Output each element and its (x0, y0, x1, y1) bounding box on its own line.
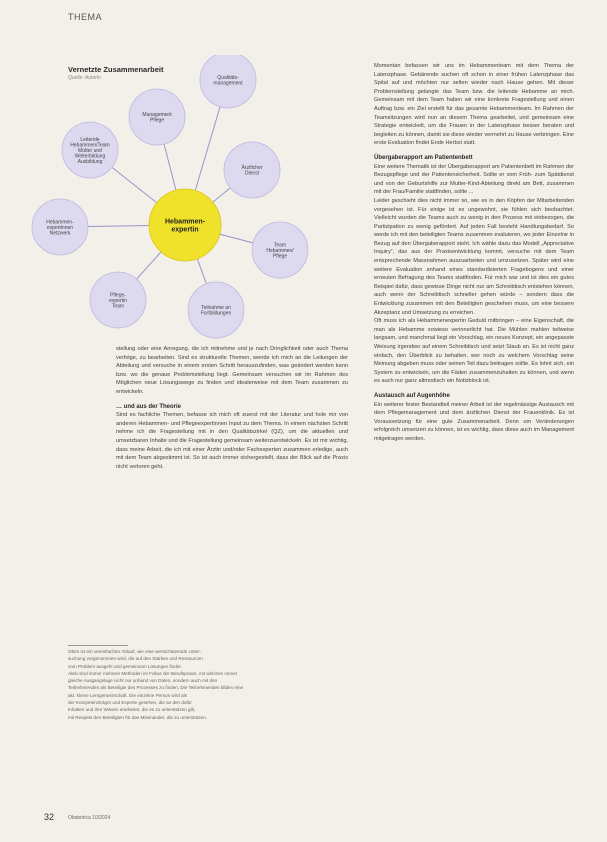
figure-credit: Quelle: Autorin (68, 75, 101, 81)
left-subhead: … und aus der Theorie (116, 403, 182, 410)
center-label: Hebammen-expertin (164, 218, 206, 234)
left-paragraph-1: stellung oder eine Anregung, die ich mitnehme und je nach Dringlichkeit oder auch Thema verfolge, zu bearbeiten. Sind es strukturelle Themen, wende ich mich an die Leitungen der Abteilung und versuche in einem ersten Schritt herauszufinden, was geändert werden kann bzw. wo die genaue Problemstellung liegt. Gemeinsam versuchen wir im Rahmen des Möglichen neue Lösungswege zu finden und idealerweise mit dem Team zusammen zu entwickeln. (116, 346, 348, 395)
footnote-rule (68, 645, 128, 646)
page-number: 32 (44, 812, 55, 822)
diagram-center (149, 189, 221, 261)
node-label-ap: Ärztlicher Dienst (241, 165, 263, 177)
node-label-pe: Pflege-expertin Team (109, 292, 127, 310)
node-label-hp: Team Hebammen/ Pflege (266, 242, 294, 260)
right-column (374, 62, 574, 444)
right-paragraph-4: Oft muss ich als Hebammenexpertin Geduld mitbringen – eine Eigenschaft, die man als Hebamme sowieso verinnerlicht hat. Die Mühlen mahlen teilweise langsam, und manchmal liegt ein Vorschlag, ein neues Konzept, ein angepasste Weisung irgendwo auf einem Schreibtisch und setzt Staub an. Es ist nicht ganz einfach, den Überblick zu behalten, wer noch zu welchem Vorschlag seine Meinung abgeben muss oder seinen Teil dazu beitragen sollte. Es lohnt sich, ein System zu entwickeln, um die Fäden zusammenzuhalten zu können, und wenn es auch nur ganz altmodisch ein Notizblock ist. (374, 318, 574, 385)
right-paragraph-1: Momentan befassen wir uns im Hebammenteam mit dem Thema der Latenzphase. Gebärende suchen oft schon in einer frühen Latenzphase das Spital auf und möchten nur selten wieder nach Hause gehen. Mit dieser Problemstellung gelangte das Team bzw. die leitende Hebamme an mich. Gemeinsam mit dem Team haben wir eine konkrete Fragestellung und einen Auftrag bzw. ein Ziel erstellt für das gesamte Hebammenteam. Im Rahmen der Teamsitzungen wird nun an diesem Thema gearbeitet, und gemeinsam eine Strategie entwickelt, um die Frauen in der Latenzphase besser beraten und begleiten zu können, damit sie diese wieder vermehrt zu Hause verbringen. Eine erste Evaluation findet Ende Herbst statt. (374, 63, 574, 147)
node-label-ha: Hebammen-expertinnen Netzwerk (46, 219, 74, 237)
journal-reference: Obstetrica 10/2024 (68, 815, 111, 821)
node-label-qm: Qualitäts-management (213, 75, 243, 87)
footnote-line: Oben ist ein vereinfachter Ablauf, wie eine wertschätzende Unter- (68, 649, 202, 654)
footnote (68, 648, 348, 721)
footnote-line: gleiche Ausgangslage nicht nur anhand von Daten, sondern auch mit den (68, 678, 218, 684)
node-label-ab: Leitende Hebammen/Team Mütter und Weiterbildung Ausbildung (70, 136, 110, 165)
figure-title: Vernetzte Zusammenarbeit (68, 65, 164, 74)
footnote-line: akt. kleine Lerngemeinschaft. Die einzelne Person wird als (68, 692, 187, 698)
footnote-line: der Kompetenzträger und Experte gesehen, die an den dafür (68, 700, 192, 706)
footnote-line: suchung vorgenommen wird, die auf den Stärken und Ressourcen (68, 656, 203, 662)
node-label-mf: Management Pflege (142, 112, 172, 124)
node-label-ff: Teilnahme an Fortbildungen (200, 305, 232, 317)
footnote-line: mit Respekt den Beteiligten für das Miteinander, die zu unterstützen. (68, 714, 207, 720)
footnote-line: Teilnehmenden als Beteiligte des Prozesses zu finden. Die Teilnehmenden bilden eine (68, 685, 244, 691)
right-subhead-1: Übergaberapport am Patientenbett (374, 154, 473, 161)
footnote-line: Aktiv sind immer mehrere Methoden im Fokus der Berufspraxis, mit welchen immer (68, 670, 238, 676)
right-paragraph-5: Ein weiterer fester Bestandteil meiner Arbeit ist der regelmässige Austausch mit dem Pflegemanagement und dem ärztlichen Dienst der Frauenklinik. Es ist Voraussetzung für eine gute Zusammenarbeit. Denn um Veränderungen erfolgreich umsetzen zu können, ist es wichtig, dass diese auch im Management mitgetragen werden. (374, 401, 574, 442)
right-subhead-2: Austausch auf Augenhöhe (374, 392, 450, 399)
left-paragraph-2: Sind es fachliche Themen, befasse ich mich oft zuerst mit der Literatur und hole mir von anderen Hebammen- und Pflegeexpertinnen Input zu dem Thema. In einem nächsten Schritt nehme ich die Fragestellung mit in den Qualitätszirkel (QZ), um die aktuellen und umsetzbaren Inhalte und die Fragestellung gemeinsam weiterzuentwickeln. Es ist mir wichtig, dass meine Arbeit, die ich mit einer Ärztin und/oder Fachexperten zusammen erledige, auch mit dem Team abgestimmt ist. So ist auch immer sichergestellt, dass der Blick auf die Praxis nicht verloren geht. (116, 412, 348, 470)
section-tag: THEMA (68, 12, 102, 22)
right-paragraph-3: Leider geschieht dies nicht immer so, wie es in den Köpfen der Mitarbeitenden vorgesehen ist. Für einige ist es ungewohnt, sie fühlen sich beobachtet. Vielleicht wurden die Teams auch zu wenig in den Prozess mit einbezogen, die Partizipation zu wenig gefördert. Auf jeden Fall besteht Handlungsbedarf. So werde ich mit den beteiligten Teams zusammen evaluieren, wo jeder Einzelne in Bezug auf den Übergaberapport steht. Ich wähle dazu das Modell „Appreciative Inquiry“, das aus der Praxisentwicklung kommt, versuche mit dem Team entsprechende Massnahmen auszuarbeiten und umzusetzen. Später wird eine weitere Evaluation anhand eines standardisierten Fragebogens und einer erneuten Befragung des Teams stattfinden. Für mich war und ist dies ein gutes Beispiel dafür, dass gewisse Dinge nicht nur am Schreibtisch entstehen können, auch wenn der Schreibtisch schneller gehen würde – sondern dass die Entwicklung zusammen mit den Beteiligten geschehen muss, um eine bessere Akzeptanz und Umsetzung zu erreichen. (374, 197, 574, 316)
right-paragraph-2: Eine weitere Thematik ist der Übergaberapport am Patientenbett im Rahmen der Bezugspflege und der Patientensicherheit. Sollte er vom Früh- zum Spätdienst und von der Geburtshilfe zur Mutter-Kind-Abteilung direkt am Bett, zusammen mit der Frau/Familie stattfinden, sollte ... (374, 163, 574, 196)
footnote-line: vom Problem ausgeht und gemeinsam Lösungen findet. (68, 663, 182, 669)
network-diagram (30, 55, 320, 345)
footnote-line: Inhalten und ihre Wissen erarbeitet, die es zu unterstützen gilt, (68, 707, 196, 713)
left-column (116, 345, 348, 471)
